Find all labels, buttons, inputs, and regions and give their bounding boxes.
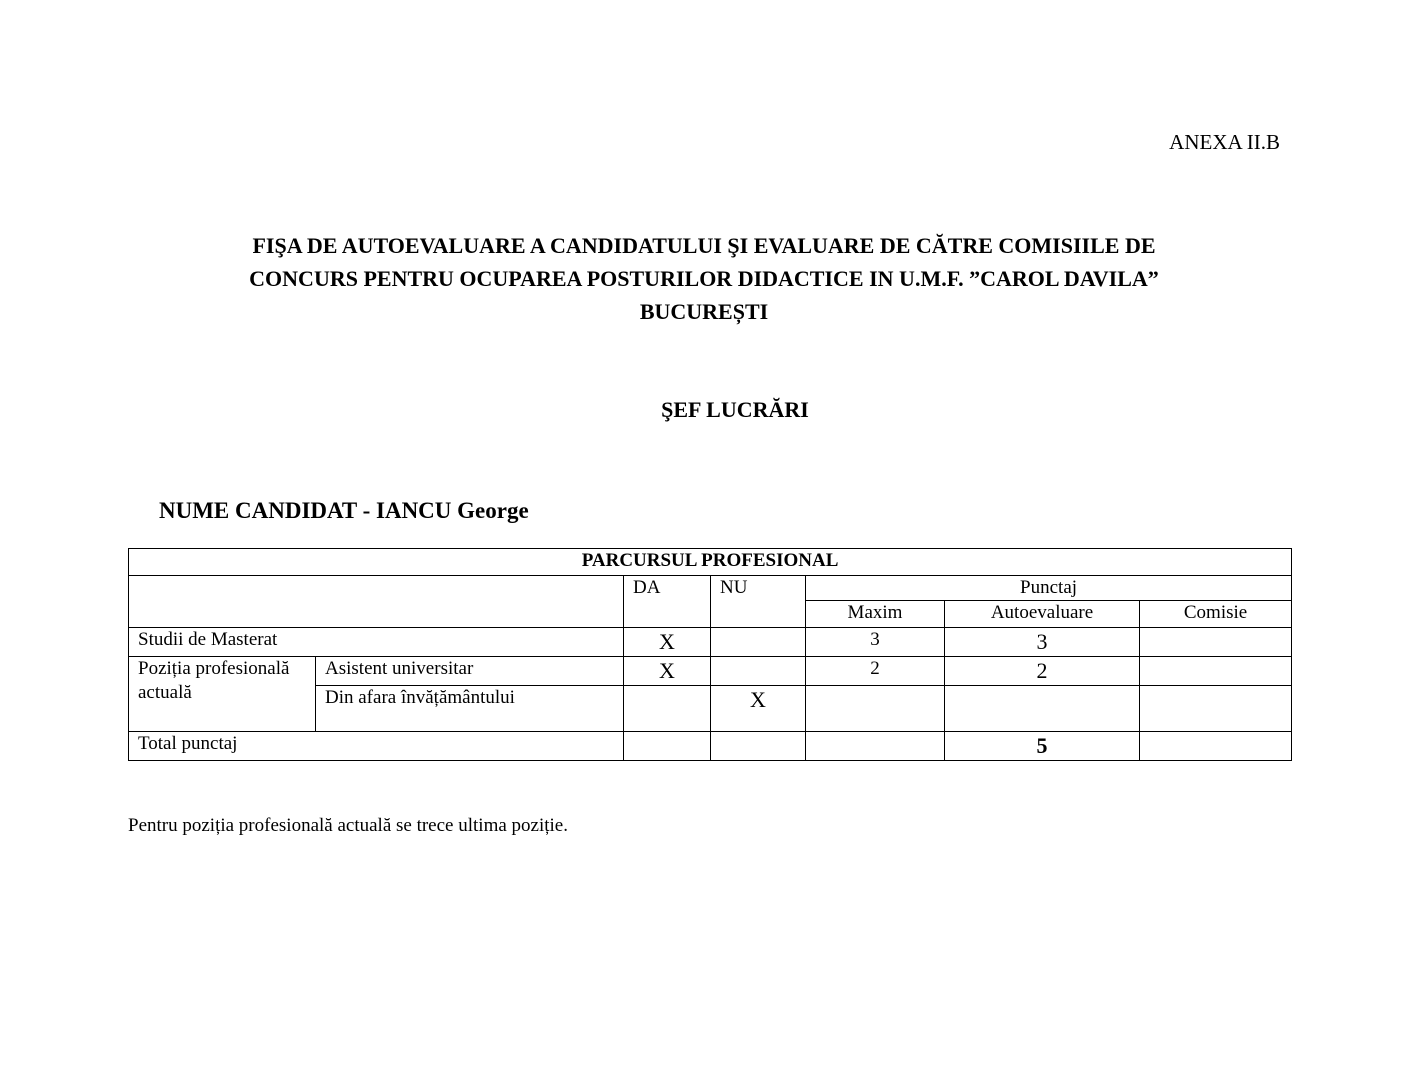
- title-line-2: CONCURS PENTRU OCUPAREA POSTURILOR DIDACTICE IN U.M.F. ”CAROL DAVILA”: [249, 266, 1159, 291]
- col-da-header: DA: [624, 576, 711, 628]
- masterat-da: X: [624, 628, 711, 657]
- total-nu: [711, 732, 806, 761]
- total-autoevaluare: 5: [945, 732, 1140, 761]
- asistent-comisie: [1140, 657, 1292, 686]
- row-total: [129, 732, 1292, 761]
- din-afara-comisie: [1140, 686, 1292, 732]
- din-afara-da: [624, 686, 711, 732]
- row-masterat: [129, 628, 1292, 657]
- asistent-maxim: 2: [806, 657, 945, 686]
- masterat-autoevaluare: 3: [945, 628, 1140, 657]
- footnote: Pentru poziția profesională actuală se trece ultima poziție.: [128, 815, 568, 836]
- title-line-1: FIŞA DE AUTOEVALUARE A CANDIDATULUI ŞI EVALUARE DE CĂTRE COMISIILE DE: [252, 233, 1156, 258]
- annex-label: ANEXA II.B: [1169, 130, 1280, 154]
- col-comisie-header: Comisie: [1140, 601, 1292, 628]
- row-asistent: [129, 657, 1292, 686]
- asistent-label: Asistent universitar: [316, 657, 624, 686]
- din-afara-label: Din afara învățământului: [316, 686, 624, 732]
- pozitie-label: Poziția profesională actuală: [129, 657, 316, 732]
- masterat-label: Studii de Masterat: [129, 628, 624, 657]
- col-nu-header: NU: [711, 576, 806, 628]
- col-autoevaluare-header: Autoevaluare: [945, 601, 1140, 628]
- header-row-1: [129, 576, 1292, 601]
- total-maxim: [806, 732, 945, 761]
- din-afara-nu: X: [711, 686, 806, 732]
- candidate-name: NUME CANDIDAT - IANCU George: [159, 498, 529, 523]
- section-header: PARCURSUL PROFESIONAL: [129, 549, 1292, 576]
- masterat-comisie: [1140, 628, 1292, 657]
- evaluation-table: [128, 548, 1292, 761]
- din-afara-autoevaluare: [945, 686, 1140, 732]
- din-afara-maxim: [806, 686, 945, 732]
- total-label: Total punctaj: [129, 732, 624, 761]
- title-line-3: BUCUREȘTI: [639, 299, 769, 324]
- asistent-da: X: [624, 657, 711, 686]
- asistent-autoevaluare: 2: [945, 657, 1140, 686]
- document-title: [0, 229, 1408, 328]
- masterat-nu: [711, 628, 806, 657]
- header-empty-cell: [129, 576, 624, 628]
- total-da: [624, 732, 711, 761]
- col-punctaj-header: Punctaj: [806, 576, 1292, 601]
- section-header-row: [129, 549, 1292, 576]
- masterat-maxim: 3: [806, 628, 945, 657]
- total-comisie: [1140, 732, 1292, 761]
- col-maxim-header: Maxim: [806, 601, 945, 628]
- position-title: ŞEF LUCRĂRI: [661, 397, 809, 422]
- asistent-nu: [711, 657, 806, 686]
